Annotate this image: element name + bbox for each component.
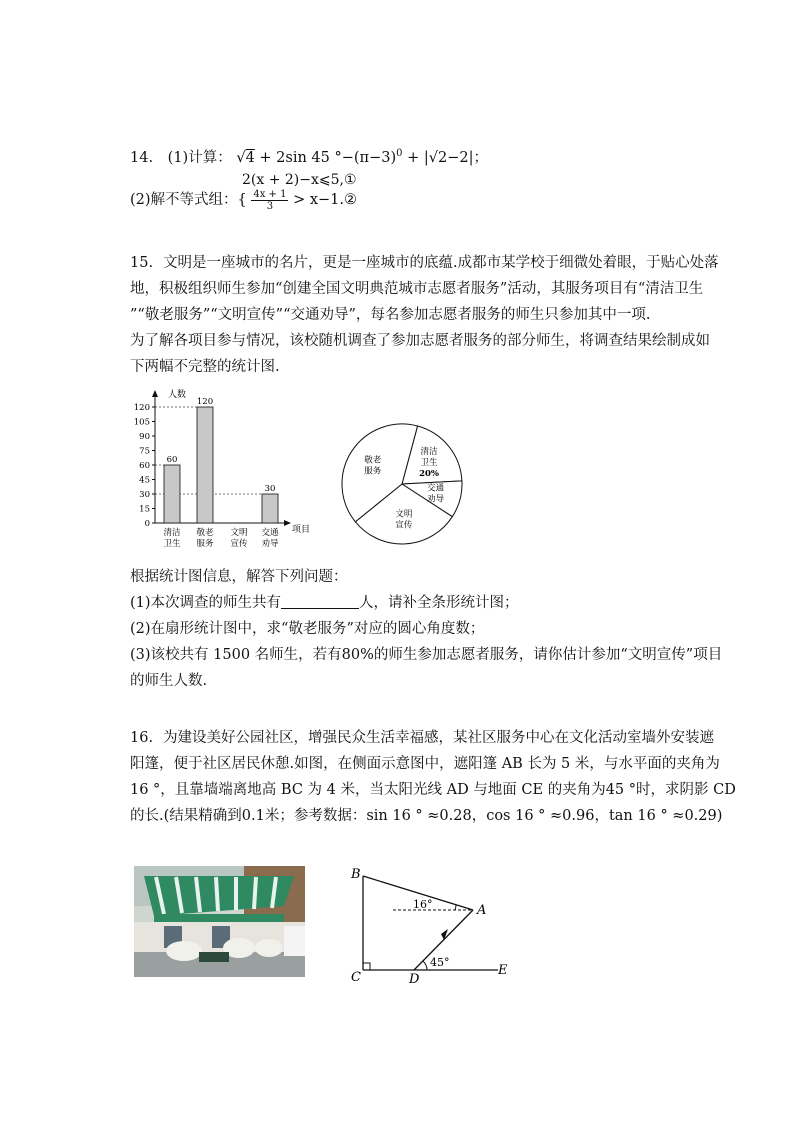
bar-category-label: 文明 — [230, 528, 248, 538]
q14-sqrt: √4 — [236, 150, 255, 166]
q16-line: 的长.(结果精确到0.1米；参考数据：sin 16 ° ≈0.28，cos 16 ° ≈0.96，tan 16 ° ≈0.29) — [130, 808, 723, 824]
pie-label: 宣传 — [395, 520, 413, 531]
bar-mark — [262, 494, 278, 523]
label-b: B — [351, 867, 361, 882]
bar-category-label: 交通 — [261, 528, 279, 538]
bar-y-tick-label: 0 — [144, 519, 150, 529]
q14-sqrt-radicand: 4 — [245, 150, 255, 166]
q16-paragraph — [130, 725, 736, 829]
bar-category-label: 服务 — [196, 539, 214, 549]
pie-chart — [335, 417, 470, 552]
q14-part2-row — [130, 188, 357, 212]
q15-line — [130, 250, 719, 276]
bar-ylabel: 人数 — [168, 390, 187, 400]
bar-y-tick-label: 90 — [139, 432, 150, 442]
bar-y-tick-label: 120 — [133, 403, 150, 413]
q14-expr-mid: + 2sin 45 °−(π−3) — [254, 150, 397, 166]
bar-y-tick-label: 75 — [139, 446, 150, 457]
q15-sub1-b: 人，请补全条形统计图； — [359, 595, 519, 611]
pie-label: 清洁 — [420, 447, 438, 458]
q15-line-text: 文明是一座城市的名片，更是一座城市的底蕴.成都市某学校于细微处着眼，于贴心处落 — [163, 255, 719, 271]
q15-line: ”“敬老服务”“文明宣传”“交通劝导”，每名参加志愿者服务的师生只参加其中一项. — [130, 307, 651, 323]
q14-expr-abs: + |√2−2|； — [402, 150, 488, 166]
pie-label: 交通 — [427, 483, 445, 494]
q15-sub3b: 的师生人数. — [130, 673, 208, 689]
bar-y-tick-label: 105 — [133, 417, 150, 428]
bar-category-label: 卫生 — [163, 539, 181, 549]
bar-y-axis-arrow — [152, 390, 158, 397]
bar-mark — [164, 465, 180, 523]
q14-frac-denominator: 3 — [266, 200, 274, 212]
q16-number: 16. — [130, 730, 154, 746]
bar-data-label: 120 — [196, 397, 214, 407]
label-a: A — [477, 903, 487, 918]
q14-expr-sup: 0 — [396, 148, 403, 160]
label-d: D — [409, 972, 420, 987]
q14-part2-label: (2)解不等式组：{ — [130, 192, 247, 208]
label-angle-45: 45° — [430, 956, 450, 969]
bar-mark — [197, 407, 213, 523]
awning-photo — [134, 866, 305, 977]
bar-data-label: 30 — [264, 484, 276, 494]
bar-category-label: 清洁 — [163, 528, 181, 538]
pie-label: 文明 — [395, 509, 413, 520]
q15-sub1 — [130, 591, 519, 612]
bar-chart — [120, 385, 325, 560]
pie-label: 卫生 — [420, 458, 438, 469]
right-angle-mark — [363, 963, 370, 970]
q15-sub2: (2)在扇形统计图中，求“敬老服务”对应的圆心角度数； — [130, 621, 485, 637]
bar-data-label: 60 — [166, 455, 178, 465]
q16-line — [130, 725, 715, 751]
label-e: E — [498, 963, 508, 978]
bar-y-tick-label: 15 — [139, 504, 150, 515]
answer-blank[interactable] — [281, 594, 359, 609]
pie-label: 劝导 — [427, 494, 445, 505]
label-angle-16: 16° — [413, 898, 433, 911]
bar-y-tick-label: 60 — [139, 461, 150, 471]
q16-line-text: 为建设美好公园社区，增强民众生活幸福感，某社区服务中心在文化活动室墙外安装遮 — [163, 730, 715, 746]
q15-line: 地，积极组织师生参加“创建全国文明典范城市志愿者服务”活动，其服务项目有“清洁卫生 — [130, 281, 704, 297]
q14-line1 — [130, 146, 488, 167]
bar-y-tick-label: 45 — [139, 475, 150, 486]
angle-arc-45 — [423, 961, 427, 970]
q14-part1-label: (1)计算： — [167, 150, 232, 166]
q15-line: 为了解各项目参与情况，该校随机调查了参加志愿者服务的部分师生，将调查结果绘制成如 — [130, 333, 710, 349]
bar-xlabel: 项目 — [292, 525, 311, 535]
q15-number: 15. — [130, 255, 154, 271]
bar-x-axis-arrow — [284, 520, 291, 526]
geometry-figure — [345, 862, 515, 987]
label-c: C — [351, 970, 361, 985]
pie-label: 20% — [419, 469, 439, 480]
q15-intro: 根据统计图信息，解答下列问题： — [130, 569, 348, 585]
q16-line: 16 °，且靠墙端离地高 BC 为 4 米，当太阳光线 AD 与地面 CE 的夹角为45 °时，求阴影 CD — [130, 782, 736, 798]
arrow-head — [441, 929, 448, 940]
bar-category-label: 劝导 — [261, 539, 279, 549]
angle-arc-16 — [455, 905, 456, 910]
q14-ineq2-tail: > x−1.② — [288, 192, 358, 208]
q16-line: 阳篷，便于社区居民休憩.如图，在侧面示意图中，遮阳篷 AB 长为 5 米，与水平面的夹角为 — [130, 756, 720, 772]
pie-label: 服务 — [364, 466, 382, 477]
q14-number: 14. — [130, 150, 154, 166]
q14-frac-numerator: 4x + 1 — [253, 188, 287, 200]
q15-sub3a: (3)该校共有 1500 名师生，若有80%的师生参加志愿者服务，请你估计参加“文明宣传”项目 — [130, 647, 723, 663]
bar-y-tick-label: 30 — [139, 490, 150, 500]
q14-ineq1: 2(x + 2)−x⩽5,① — [242, 172, 357, 188]
q15-sub1-a: (1)本次调查的师生共有 — [130, 595, 282, 611]
bar-category-label: 宣传 — [230, 539, 248, 549]
q15-paragraph — [130, 250, 719, 380]
bar-category-label: 敬老 — [196, 528, 214, 538]
pie-label: 敬老 — [364, 455, 382, 466]
q15-line: 下两幅不完整的统计图. — [130, 359, 280, 375]
q14-ineq2-fraction — [251, 189, 288, 212]
